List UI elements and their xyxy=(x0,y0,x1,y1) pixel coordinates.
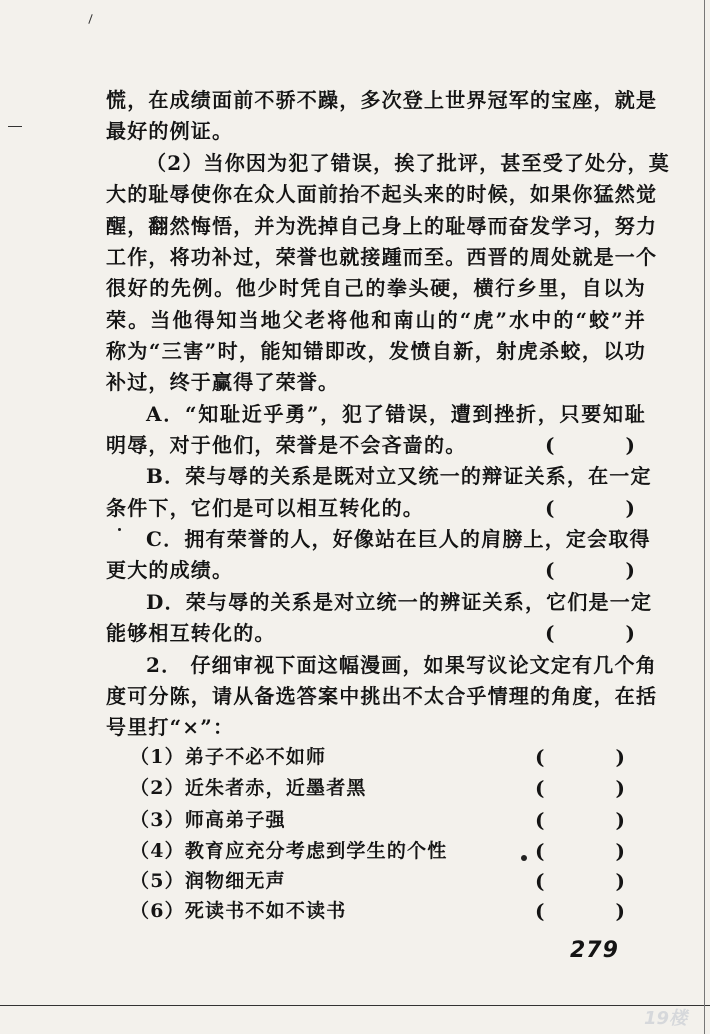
watermark-logo: 19楼 xyxy=(644,1008,688,1029)
text-line-1: 慌，在成绩面前不骄不躁，多次登上世界冠军的宝座，就是 xyxy=(106,88,658,112)
answer-blank-c[interactable] xyxy=(545,556,635,584)
top-mark xyxy=(88,14,92,24)
option-a-line-2: 明辱，对于他们，荣誉是不会吝啬的。 xyxy=(106,433,467,457)
paren-open: ( xyxy=(535,899,545,923)
paren-open: ( xyxy=(545,496,555,520)
answer-blank-a[interactable] xyxy=(545,431,635,459)
choice-item-6: （6）死读书不如不读书 xyxy=(130,900,347,922)
answer-blank-3[interactable] xyxy=(535,806,625,834)
option-c-line-1: C．拥有荣誉的人，好像站在巨人的肩膀上，定会取得 xyxy=(146,527,651,551)
answer-blank-2[interactable] xyxy=(535,774,625,802)
answer-blank-1[interactable] xyxy=(535,743,625,771)
option-b-line-1: B．荣与辱的关系是既对立又统一的辩证关系，在一定 xyxy=(146,464,652,488)
option-d-line-1: D．荣与辱的关系是对立统一的辨证关系，它们是一定 xyxy=(146,590,653,614)
paren-close: ) xyxy=(625,496,635,520)
text-line-3: （2）当你因为犯了错误，挨了批评，甚至受了处分，莫 xyxy=(146,151,670,175)
question-2-line-3: 号里打“×”： xyxy=(106,715,235,739)
text-line-8: 荣。当他得知当地父老将他和南山的“虎”水中的“蛟”并 xyxy=(106,308,646,332)
paren-close: ) xyxy=(615,776,625,800)
paren-open: ( xyxy=(535,869,545,893)
margin-mark xyxy=(8,126,22,127)
paren-close: ) xyxy=(625,558,635,582)
answer-blank-4[interactable] xyxy=(535,837,625,865)
answer-blank-b[interactable] xyxy=(545,494,635,522)
option-b-line-2: 条件下，它们是可以相互转化的。 xyxy=(106,496,424,520)
ink-speck xyxy=(521,855,527,861)
paren-close: ) xyxy=(625,433,635,457)
text-line-10: 补过，终于赢得了荣誉。 xyxy=(106,370,340,394)
paren-open: ( xyxy=(535,808,545,832)
right-edge-line xyxy=(704,0,705,1034)
paren-open: ( xyxy=(545,433,555,457)
paren-open: ( xyxy=(535,745,545,769)
answer-blank-6[interactable] xyxy=(535,897,625,925)
paren-close: ) xyxy=(615,745,625,769)
choice-item-3: （3）师高弟子强 xyxy=(130,809,286,831)
text-line-5: 醒，翻然悔悟，并为洗掉自己身上的耻辱而奋发学习，努力 xyxy=(106,214,658,238)
answer-blank-d[interactable] xyxy=(545,619,635,647)
paren-close: ) xyxy=(625,621,635,645)
text-line-7: 很好的先例。他少时凭自己的拳头硬，横行乡里，自以为 xyxy=(106,276,646,300)
page-number: 279 xyxy=(570,938,619,963)
paren-close: ) xyxy=(615,839,625,863)
choice-item-1: （1）弟子不必不如师 xyxy=(130,746,327,768)
paren-open: ( xyxy=(545,558,555,582)
paren-open: ( xyxy=(535,776,545,800)
choice-item-4: （4）教育应充分考虑到学生的个性 xyxy=(130,840,448,862)
option-d-line-2: 能够相互转化的。 xyxy=(106,621,276,645)
text-line-6: 工作，将功补过，荣誉也就接踵而至。西晋的周处就是一个 xyxy=(106,245,658,269)
paren-close: ) xyxy=(615,808,625,832)
text-line-2: 最好的例证。 xyxy=(106,119,234,143)
text-line-9: 称为“三害”时，能知错即改，发愤自新，射虎杀蛟，以功 xyxy=(106,339,646,363)
option-a-line-1: A．“知耻近乎勇”，犯了错误，遭到挫折，只要知耻 xyxy=(146,402,646,426)
ink-speck xyxy=(118,528,121,531)
question-2-line-2: 度可分陈，请从备选答案中挑出不太合乎情理的角度，在括 xyxy=(106,684,658,708)
question-2-line-1: 2． 仔细审视下面这幅漫画，如果写议论文定有几个角 xyxy=(146,653,657,677)
paren-close: ) xyxy=(615,869,625,893)
choice-item-2: （2）近朱者赤，近墨者黑 xyxy=(130,777,367,799)
choice-item-5: （5）润物细无声 xyxy=(130,870,286,892)
paren-open: ( xyxy=(545,621,555,645)
answer-blank-5[interactable] xyxy=(535,867,625,895)
paren-open: ( xyxy=(535,839,545,863)
option-c-line-2: 更大的成绩。 xyxy=(106,558,234,582)
bottom-scan-line xyxy=(0,1005,710,1006)
paren-close: ) xyxy=(615,899,625,923)
text-line-4: 大的耻辱使你在众人面前抬不起头来的时候，如果你猛然觉 xyxy=(106,182,658,206)
